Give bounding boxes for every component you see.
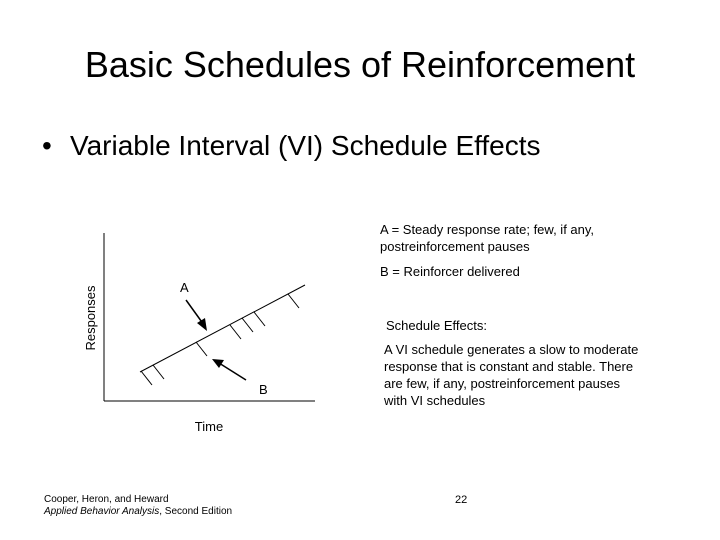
bullet-dot-icon: • bbox=[42, 130, 52, 161]
citation-authors: Cooper, Heron, and Heward bbox=[44, 494, 169, 505]
hatch-mark bbox=[254, 312, 265, 326]
y-axis-label: Responses bbox=[83, 285, 98, 351]
hatch-mark bbox=[153, 365, 164, 379]
hatch-mark bbox=[141, 371, 152, 385]
label-a: A bbox=[180, 280, 189, 295]
slide-title: Basic Schedules of Reinforcement bbox=[84, 44, 636, 85]
source-citation bbox=[44, 494, 232, 518]
legend-a-text: A = Steady response rate; few, if any, postreinforcement pauses bbox=[380, 222, 595, 254]
legend-b-text: B = Reinforcer delivered bbox=[380, 264, 520, 279]
effects-heading: Schedule Effects: bbox=[386, 318, 487, 333]
label-b: B bbox=[259, 382, 268, 397]
x-axis-label: Time bbox=[194, 419, 224, 434]
hatch-mark bbox=[196, 342, 207, 356]
bullet-text: Variable Interval (VI) Schedule Effects bbox=[70, 130, 541, 161]
response-line bbox=[140, 285, 305, 372]
citation-book bbox=[44, 506, 232, 518]
hatch-mark bbox=[230, 325, 241, 339]
hatch-mark bbox=[242, 318, 253, 332]
page-number: 22 bbox=[455, 494, 468, 506]
arrow-a bbox=[186, 300, 207, 331]
hatch-mark bbox=[288, 294, 299, 308]
citation-book-title: Applied Behavior Analysis bbox=[44, 506, 160, 517]
citation-edition: , Second Edition bbox=[159, 506, 233, 517]
reinforcer-hatch-marks bbox=[141, 294, 299, 385]
effects-body: A VI schedule generates a slow to moderate response that is constant and stable. There are few, if any, postreinforcement pauses with VI schedules bbox=[384, 342, 639, 408]
arrow-b bbox=[212, 359, 246, 380]
